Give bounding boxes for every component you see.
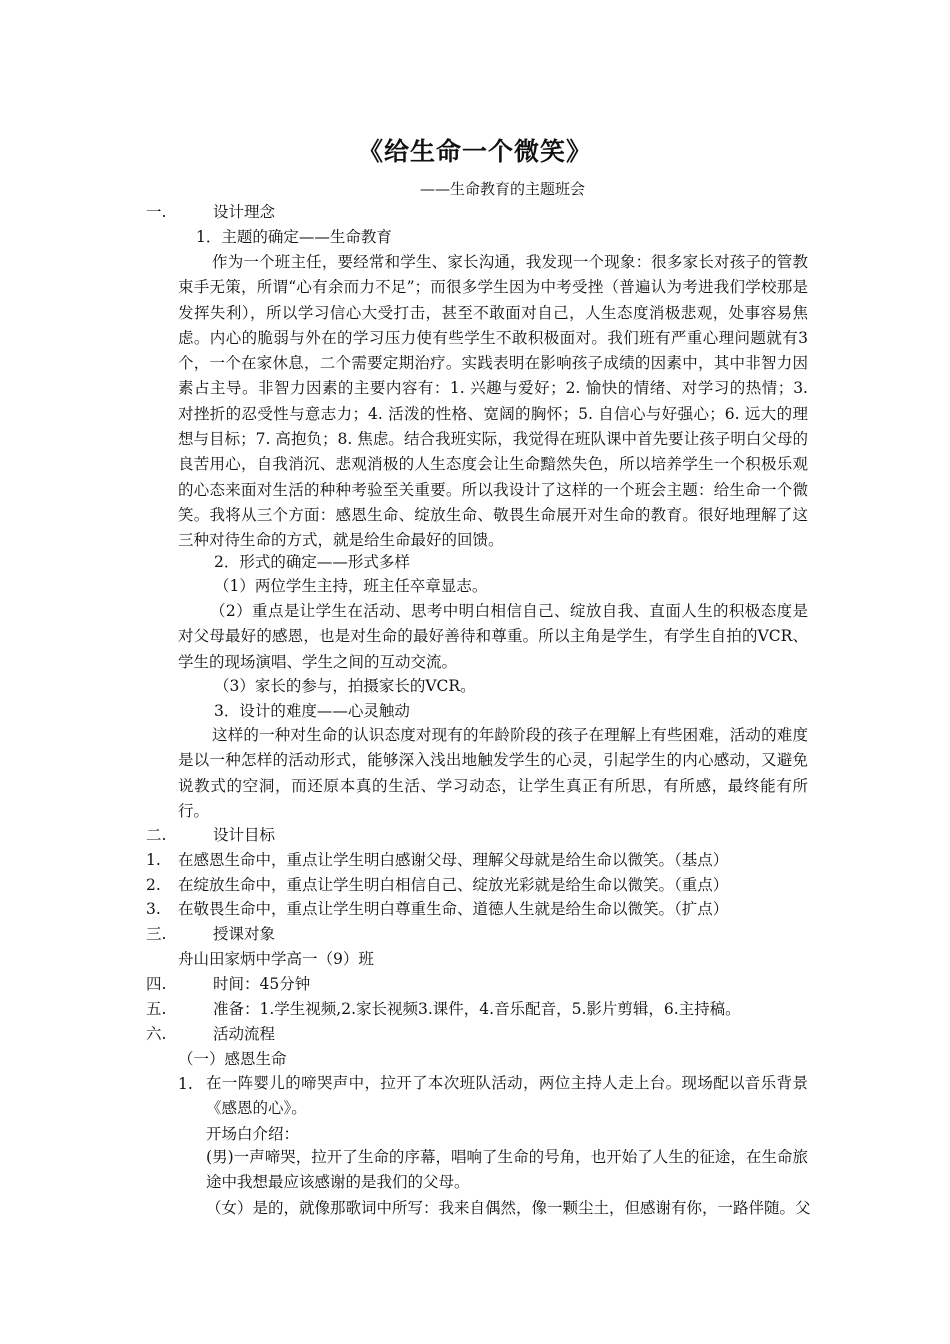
section-3-heading: 授课对象 — [213, 925, 276, 943]
goal-item — [146, 875, 728, 895]
form-item-3: （3）家长的参与，拍摄家长的VCR。 — [214, 677, 476, 695]
goal-number: 1. — [146, 851, 161, 869]
section-5-heading: 准备：1.学生视频,2.家长视频3.课件，4.音乐配音，5.影片剪辑，6.主持稿。 — [213, 1000, 741, 1018]
goal-item — [146, 899, 728, 919]
section-4-heading: 时间：45分钟 — [213, 975, 311, 993]
subsection-1-3-paragraph: 这样的一种对生命的认识态度对现有的年龄阶段的孩子在理解上有些困难，活动的难度是以一种怎样的活动形式，能够深入浅出地触发学生的心灵，引起学生的内心感动，又避免说教式的空洞，而还原本真的生活、学习动态，让学生真正有所思，有所感，最终能有所行。 — [178, 726, 808, 820]
document-subtitle: ——生命教育的主题班会 — [420, 180, 586, 198]
subsection-1-1-paragraph: 作为一个班主任，要经常和学生、家长沟通，我发现一个现象：很多家长对孩子的管教束手无策，所谓“心有余而力不足”；而很多学生因为中考受挫（普遍认为考进我们学校那是发挥失利），所以学习信心大受打击，甚至不敢面对自己，人生态度消极悲观，处事容易焦虑。内心的脆弱与外在的学习压力使有些学生不敢积极面对。我们班有严重心理问题就有3个，一个在家休息，二个需要定期治疗。实践表明在影响孩子成绩的因素中，其中非智力因素占主导。非智力因素的主要内容有：1. 兴趣与爱好；2. 愉快的情绪、对学习的热情；3. 对挫折的忍受性与意志力；4. 活泼的性格、宽阔的胸怀；5. 自信心与好强心；6. 远大的理想与目标；7. 高抱负；8. 焦虑。结合我班实际，我觉得在班队课中首先要让孩子明白父母的良苦用心，自我消沉、悲观消极的人生态度会让生命黯然失色，所以培养学生一个积极乐观的心态来面对生活的种种考验至关重要。所以我设计了这样的一个班会主题：给生命一个微笑。我将从三个方面：感恩生命、绽放生命、敬畏生命展开对生命的教育。很好地理解了这三种对待生命的方式，就是给生命最好的回馈。 — [178, 253, 808, 550]
section-6-subheading: （一）感恩生命 — [178, 1050, 287, 1068]
form-item-2: （2）重点是让学生在活动、思考中明白相信自己、绽放自我、直面人生的积极态度是对父母最好的感恩，也是对生命的最好善待和尊重。所以主角是学生，有学生自拍的VCR、学生的现场演唱、学生之间的互动交流。 — [178, 602, 808, 671]
subsection-1-1-heading: 1．主题的确定——生命教育 — [196, 228, 392, 246]
section-4-number: 四. — [146, 975, 167, 993]
goal-text: 在敬畏生命中，重点让学生明白尊重生命、道德人生就是给生命以微笑。（扩点） — [178, 900, 729, 918]
goal-text: 在绽放生命中，重点让学生明白相信自己、绽放光彩就是给生命以微笑。（重点） — [178, 876, 729, 894]
section-1-heading: 设计理念 — [213, 203, 276, 221]
subsection-1-3-heading: 3．设计的难度——心灵触动 — [214, 702, 410, 720]
section-3-text: 舟山田家炳中学高一（9）班 — [178, 950, 374, 968]
section-3-number: 三. — [146, 925, 167, 943]
activity-item-number: 1. — [178, 1075, 193, 1093]
form-item-1: （1）两位学生主持，班主任卒章显志。 — [214, 577, 488, 595]
activity-item-text: 在一阵婴儿的啼哭声中，拉开了本次班队活动，两位主持人走上台。现场配以音乐背景《感恩的心》。 — [206, 1074, 808, 1118]
goal-number: 3. — [146, 900, 161, 918]
document-title: 《给生命一个微笑》 — [357, 137, 592, 166]
opening-intro-label: 开场白介绍： — [206, 1125, 300, 1143]
section-6-heading: 活动流程 — [213, 1025, 276, 1043]
goal-text: 在感恩生命中，重点让学生明白感谢父母、理解父母就是给生命以微笑。（基点） — [178, 851, 729, 869]
host-male-line: (男)一声啼哭，拉开了生命的序幕，唱响了生命的号角，也开始了人生的征途，在生命旅途中我想最应该感谢的是我们的父母。 — [206, 1148, 808, 1192]
host-female-line: （女）是的，就像那歌词中所写：我来自偶然，像一颗尘土，但感谢有你，一路伴随。父 — [206, 1199, 811, 1217]
subsection-1-2-heading: 2．形式的确定——形式多样 — [214, 553, 410, 571]
section-6-number: 六. — [146, 1025, 167, 1043]
goal-number: 2. — [146, 876, 161, 894]
section-2-heading: 设计目标 — [213, 826, 276, 844]
goal-item — [146, 850, 728, 870]
section-1-number: 一. — [146, 203, 167, 221]
section-2-number: 二. — [146, 826, 167, 844]
section-5-number: 五. — [146, 1000, 167, 1018]
